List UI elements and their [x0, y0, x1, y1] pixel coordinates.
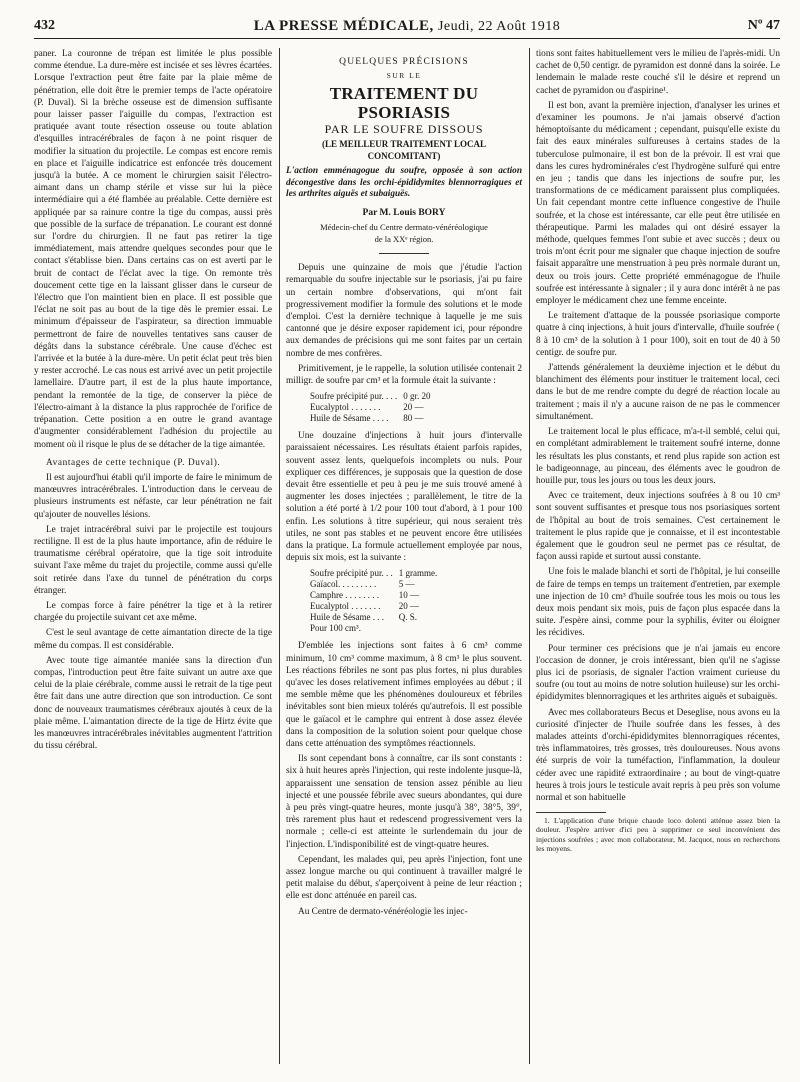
column-middle: [286, 48, 522, 921]
journal-title: [34, 18, 780, 35]
quantity: 80 —: [403, 413, 424, 424]
formula-row: [310, 612, 443, 623]
page-header: [34, 18, 780, 39]
paragraph: Depuis une quinzaine de mois que j'étudie l'action remarquable du soufre injectable sur le psoriasis, j'ai pu faire un certain nombre d'observations, qui m'ont fait progressivement modifier la formule des solutions et le mode d'emploi. C'est la dernière technique à laquelle je me suis cantonné que je désire exposer rapidement ici, pour répondre aux demandes de précisions qui me sont faites par un certain nombre de mes confrères.: [286, 263, 522, 359]
journal-name: LA PRESSE MÉDICALE,: [253, 18, 434, 34]
paragraph: D'emblée les injections sont faites à 6 cm³ comme minimum, 10 cm³ comme maximum, à 8 cm³ le plus souvent. Les réactions fébriles ne sont pas plus fortes, ni plus durables qu'avec les doses relativement infimes employées au début ; il me semble même que les phénomènes douloureux et fébriles inévitables sont bien mieux tolérés qu'autrefois. Il est possible que le gaïacol et le camphre qui entrent à dose assez élevée dans la composition de la solution soient pour quelque chose dans cette atténuation des symptômes réactionnels.: [286, 641, 522, 750]
issue-date: Jeudi, 22 Août 1918: [437, 19, 561, 34]
article-subtitle-note: (LE MEILLEUR TRAITEMENT LOCAL CONCOMITANT): [322, 138, 486, 161]
ingredient: Eucalyptol . . . . . . .: [310, 402, 381, 413]
column-left: [34, 48, 272, 755]
ingredient: Soufre précipité pur. . . .: [310, 391, 398, 402]
ingredient: Camphre . . . . . . . .: [310, 590, 379, 601]
paragraph: Avec toute tige aimantée maniée sans la direction d'un compas, l'introduction peut être faite suivant un autre axe que celui de la plaie cérébrale, comme aussi le retrait de la tige peut être fait dans une autre direction que son introduction. Ce sont donc de nouveaux traumatismes cérébraux ajoutés à ceux de la plaie même. L'aimantation directe de la tige de Hirtz évite que les manœuvres intracérébrales inévitables augmentent l'attrition du tissu cérébral.: [34, 655, 272, 752]
quantity: 10 —: [398, 590, 419, 601]
ingredient: Gaïacol. . . . . . . . .: [310, 579, 377, 590]
paragraph: Pour terminer ces précisions que je n'ai jamais eu encore l'occasion de donner, je crois intéressant, bien qu'il ne s'agisse plus ici de psoriasis, de signaler l'action vraiment curieuse du soufre (ou tout au moins de notre solution huileuse) sur les orchi-épididymites blennorragiques et les arthrites aiguës et subaiguës.: [536, 643, 780, 703]
paragraph: Cependant, les malades qui, peu après l'injection, font une assez longue marche ou qui continuent à travailler malgré le petit malaise du début, s'aperçoivent à peine de leur réaction ; elle est donc atténuée en pareil cas.: [286, 854, 522, 902]
footnote-divider: [536, 812, 606, 813]
formula-total-row: [310, 623, 443, 634]
quantity: 20 —: [403, 402, 424, 413]
author-affiliation: Médecin-chef du Centre dermato-vénéréologique: [320, 221, 488, 232]
formula-row: [310, 601, 443, 612]
column-divider: [529, 48, 530, 1064]
paragraph: J'attends généralement la deuxième injection et le début du blanchiment des éléments pour instituer le traitement local, ceci dans le but de me rendre compte du degré de réaction locale au traitement ; mais il n'y a aucune raison de ne pas le commencer simultanément.: [536, 363, 780, 422]
article-title-block: [286, 56, 522, 254]
quantity: Q. S.: [398, 612, 417, 623]
article-title: TRAITEMENT DU PSORIASIS: [329, 84, 479, 123]
formula-row: [310, 391, 437, 402]
paragraph: Une fois le malade blanchi et sorti de l'hôpital, je lui conseille de faire de temps en temps un traitement d'entretien, par exemple une injection de 10 cm³ d'huile soufrée tous les mois ou tous les deux mois pendant six mois, puis de façon plus espacée dans la suite. J'espère ainsi, comme pour la syphilis, éviter ou éloigner les récidives.: [536, 567, 780, 639]
formula-row: [310, 402, 437, 413]
paragraph: Le traitement local le plus efficace, m'a-t-il semblé, celui qui, en complétant admirablement le traitement soufré interne, donne les résultats les plus constants, et rend plus rapide son action est le badigeonnage, au pinceau, des éléments avec le goudron de houille pur, tous les jours ou tous les deux jours.: [536, 427, 780, 486]
article-pretitle: QUELQUES PRÉCISIONS: [339, 57, 469, 67]
formula-table: [310, 568, 443, 634]
paragraph: Avec ce traitement, deux injections soufrées à 8 ou 10 cm³ sont souvent suffisantes et presque tous nos psoriasiques sortent de l'hôpital au bout de trois semaines. C'est certainement le traitement le plus rapide que je connaisse, et il est incontestable également que le goudron seul ne permet pas ce résultat, de façon aussi rapide et surtout aussi constante.: [536, 491, 780, 563]
paragraph: Ils sont cependant bons à connaître, car ils sont constants : six à huit heures après l'injection, qui reste indolente jusque-là, apparaissent une sensation de tension assez pénible au lieu injecté et une poussée fébrile avec sueurs abondantes, qui dure à peu près vingt-quatre heures, monte jusqu'à 38°, 38°5, 39°, très rarement plus haut et redescend progressivement vers la normale ; celle-ci est atteinte le surlendemain du jour de l'injection. L'indisponibilité est de vingt-quatre heures.: [286, 754, 522, 850]
paragraph: Avec mes collaborateurs Becus et Deseglise, nous avons eu la curiosité d'injecter de l'huile soufrée dans les fesses, à des malades atteints d'orchi-épididymites blennorragiques récentes, très inflammatoires, très grosses, très douloureuses. Nous avons été surpris de voir la tuméfaction, l'inflammation, la douleur céder avec une rapidité extraordinaire ; au bout de vingt-quatre heures à trois jours le testicule avait repris à peu près son volume normal et son habituelle: [536, 707, 780, 803]
footnote: 1. L'application d'une brique chaude loco dolenti atténue assez bien la douleur. J'espère arriver d'ici peu à supprimer ce seul inconvénient des injections soufrées ; avec mon collaborateur, M. Jacquot, nous en recherchons les moyens.: [536, 816, 780, 854]
article-author: Par M. Louis BORY: [362, 207, 446, 218]
paragraph: paner. La couronne de trépan est limitée le plus possible comme étendue. La dure-mère est incisée et ses lèvres écartées. Lorsque l'extraction peut être faite par la plaie même de pénétration, elle doit être le premier temps de l'acte opératoire (P. Duval). Si la brèche osseuse est de dimension suffisante pour laisser passer l'aiguille du compas, l'extraction est pratiquée avant toute résection osseuse ou toute ablation d'esquilles intracérébrales de façon à ne point risquer de modifier la situation du projectile. Le compas est encore remis en place et l'aiguille indicatrice est enfoncée très doucement jusqu'à la butée. A ce moment le chirurgien saisit l'électro-aimant dans un champ stérile et visse sur lui la pièce intermédiaire qui a été flambée au préalable. Cette dernière est appliquée par sa rainure contre la tige du compas, aussi près que possible de la surface de trépanation. Le courant est donné sur l'ordre du chirurgien. Il ne faut pas retirer la tige immédiatement, mais attendre quelques secondes pour que le contact s'établisse bien. Dans certains cas on est averti par le bruit de contact de l'éclat avec la tige. On remonte très doucement cette tige en la laissant glisser dans le curseur de l'électro que l'on maintient bien en place. Il est possible que l'éclat ne soit pas au bout de la tige dès le premier essai. Le minimum d'épaisseur de l'aspirateur, sa direction immuable permettront de faire de nouvelles tentatives sans causer de dégâts dans la substance cérébrale. Une cause d'échec est l'arrivée et la butée à la dure-mère. Un petit éclat peut très bien y rester accroché. Le cas nous est arrivé avec un petit projectile lamellaire. D'autre part, il est de la plus haute importance, pendant la remontée de la tige, de conserver la pièce de l'électro-aimant à la distance la plus rapprochée de l'orifice de trépanation. Cette position a en outre le grand avantage d'augmenter considérablement l'adhésion du projectile au moment où il risque le plus de se détacher de la tige aimantée.: [34, 49, 272, 450]
paragraph: Il est bon, avant la première injection, d'analyser les urines et d'examiner les poumons. Je n'ai jamais observé d'action hémoptoïsante du médicament ; cependant, puisqu'elle existe du fait des eaux minérales sulfureuses à certains stades de la tuberculose pulmonaire, il est bon de la prévoir. Il est vrai que dans les cures hydrominérales c'est l'hydrogène sulfuré qui entre en jeu ; tandis que dans les injections de soufre pur, les transformations de ce médicament paraissent plus compliquées. Un fait cependant montre cette influence congestive de l'huile soufrée, et la chose est intéressante, car elle peut être utilisée en thérapeutique. Parmi les malades qui ont désiré essayer la méthode, quelques femmes l'ont subie et avec succès ; deux ou trois m'ont écrit pour me signaler que chaque injection de soufre faisait apparaître une menstruation à peu près normale durant un, deux ou trois jours. Cette propriété emménagogue de l'huile soufrée est intéressante à signaler ; il y aura donc intérêt à ne pas employer le médicament chez une femme enceinte.: [536, 100, 780, 307]
quantity: 0 gr. 20: [403, 391, 431, 402]
formula-row: [310, 590, 443, 601]
article-abstract: L'action emménagogue du soufre, opposée à son action décongestive dans les orchi-épididymites blennorragiques et les arthrites aiguës et subaiguës.: [286, 166, 522, 200]
paragraph: Une douzaine d'injections à huit jours d'intervalle paraissaient nécessaires. Les résultats étaient parfois rapides, souvent assez lents, quelquefois incomplets ou nuls. Pour expliquer ces différences, je supposais que la question de dose devait être essentielle et peu à peu je me suis trouvé amené à augmenter les doses injectées ; parallèlement, le titre de la solution a été porté à 1/2 pour 100 tout d'abord, à 1 pour 100 enfin. Les solutions à titre supérieur, qui nous seraient très utiles, ne sont pas stables et ne peuvent encore être utilisées dans la pratique. La formule actuellement employée par nous, depuis six mois, est la suivante :: [286, 431, 522, 564]
column-right: [536, 48, 780, 853]
paragraph: Le compas force à faire pénétrer la tige et à la retirer chargée du projectile suivant cet axe même.: [34, 600, 272, 624]
formula-total: Pour 100 cm³.: [310, 623, 361, 634]
quantity: 5 —: [398, 579, 415, 590]
title-divider: [379, 253, 429, 254]
page-number: 432: [34, 18, 55, 33]
section-heading: Avantages de cette technique (P. Duval).: [46, 457, 221, 468]
article-pretitle-connector: SUR LE: [386, 71, 422, 81]
paragraph: Il est aujourd'hui établi qu'il importe de faire le minimum de manœuvres intracérébrales. L'introduction dans le cerveau de plusieurs instruments est néfaste, car leur pénétration ne fait qu'ajouter de nouvelles lésions.: [34, 472, 272, 520]
paragraph: C'est le seul avantage de cette aimantation directe de la tige même du compas. Il est considérable.: [34, 628, 272, 651]
ingredient: Soufre précipité pur. . .: [310, 568, 393, 579]
quantity: 20 —: [398, 601, 419, 612]
paragraph: Le traitement d'attaque de la poussée psoriasique comporte quatre à cinq injections, à huit jours d'intervalle, d'huile soufrée ( 8 à 10 cm³ de la solution à 1 pour 100), soit en tout de 40 à 50 centigr. de soufre pur.: [536, 311, 780, 358]
ingredient: Huile de Sésame . . . .: [310, 413, 389, 424]
ingredient: Huile de Sésame . . .: [310, 612, 384, 623]
paragraph: Primitivement, je le rappelle, la solution utilisée contenait 2 milligr. de soufre par cm³ et la formule était la suivante :: [286, 363, 522, 386]
paragraph: Au Centre de dermato-vénéréologie les injec-: [298, 906, 468, 917]
formula-row: [310, 413, 437, 424]
ingredient: Eucalyptol . . . . . . .: [310, 601, 381, 612]
quantity: 1 gramme.: [398, 568, 438, 579]
paragraph: Le trajet intracérébral suivi par le projectile est toujours rectiligne. Il est de la plus haute importance, afin de réduire le traumatisme cérébral opératoire, que la tige soit introduite suivant l'axe même du trajet du projectile, comme aussi qu'elle soit retirée dans l'axe du tunnel de pénétration du corps étranger.: [34, 524, 272, 596]
issue-number: Nº 47: [747, 18, 780, 33]
paragraph: tions sont faites habituellement vers le milieu de l'après-midi. Un cachet de 0,50 centigr. de pyramidon est donné dans la soirée. Le lendemain le malade reste couché s'il le désire et reprend un cachet de pyramidon ou d'aspirine¹.: [536, 49, 780, 96]
article-subtitle: PAR LE SOUFRE DISSOUS: [324, 122, 484, 137]
formula-table: [310, 391, 437, 424]
author-affiliation-region: de la XXᵉ région.: [374, 233, 434, 244]
column-divider: [279, 48, 280, 1064]
formula-row: [310, 568, 443, 579]
formula-row: [310, 579, 443, 590]
